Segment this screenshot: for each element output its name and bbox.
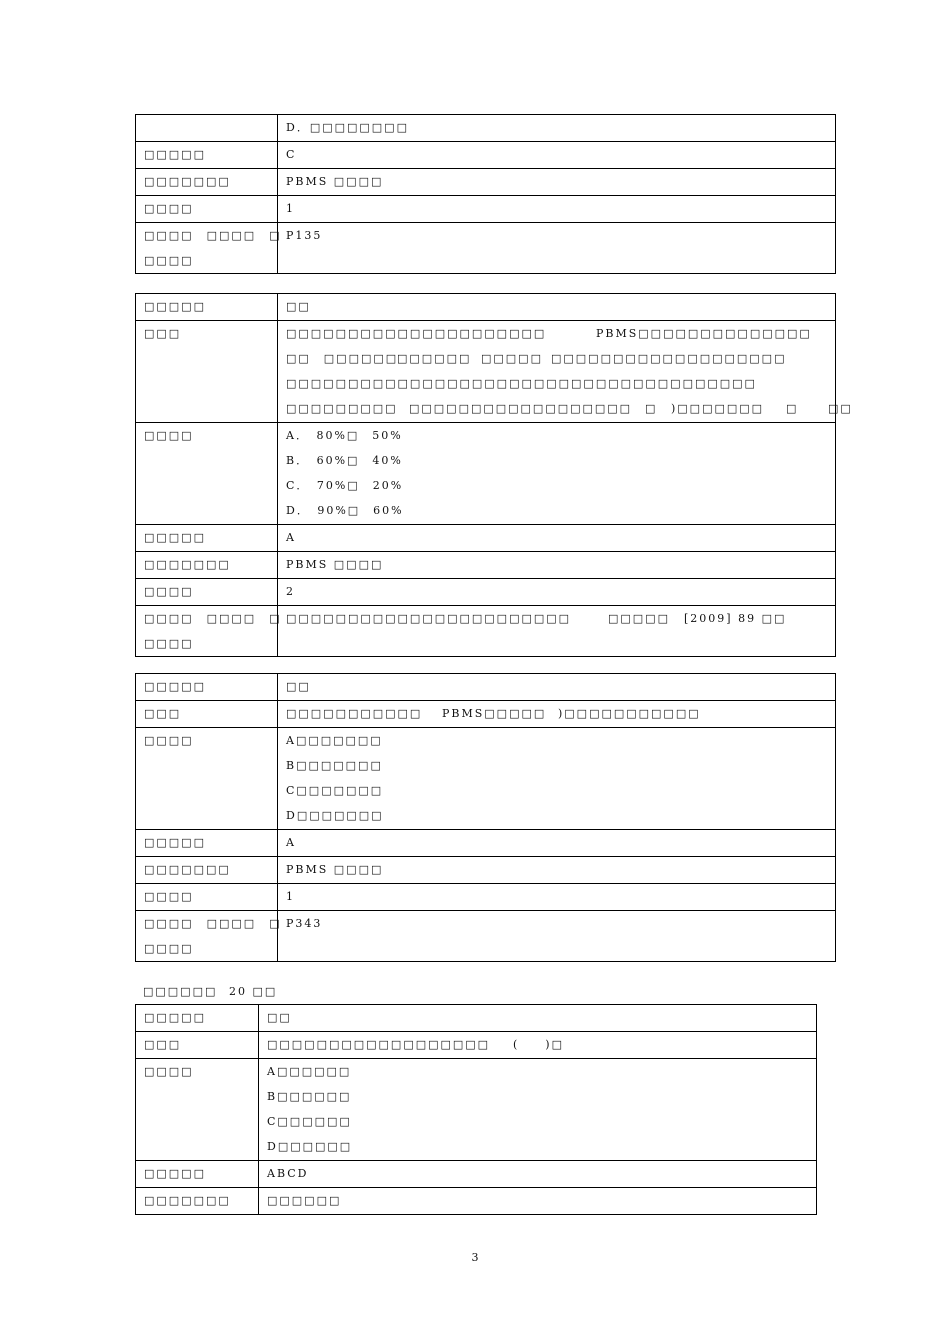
table-row <box>136 223 836 274</box>
option-c: C． 70%□ 20% <box>286 479 404 492</box>
table-row <box>136 674 836 701</box>
reference-value: P135 <box>278 223 836 274</box>
question-table-1 <box>135 114 836 274</box>
answer-value: A <box>278 830 836 857</box>
stem-label: □□□ <box>136 1032 259 1059</box>
option-a: A． 80%□ 50% <box>286 429 403 442</box>
source-value: PBMS □□□□ <box>278 857 836 884</box>
answer-label: □□□□□ <box>136 830 278 857</box>
question-table-2 <box>135 293 853 657</box>
table-row <box>136 115 836 142</box>
option-d-continued: D．□□□□□□□□ <box>278 115 836 142</box>
table-row <box>136 1188 817 1215</box>
source-label: □□□□□□□ <box>136 169 278 196</box>
type-value: □□ <box>278 294 836 321</box>
section-count: 20 □□ <box>229 985 278 998</box>
table-row <box>136 552 836 579</box>
table-row <box>136 1059 817 1161</box>
source-value: PBMS □□□□ <box>278 169 836 196</box>
option-b: B□□□□□□□ <box>286 759 383 772</box>
table-row <box>136 911 836 962</box>
stem-text: □□□□□□□□□□□ PBMS□□□□□ )□□□□□□□□□□□ <box>278 701 836 728</box>
source-value: □□□□□□ <box>259 1188 817 1215</box>
answer-value: A <box>278 525 836 552</box>
table-row <box>136 728 836 830</box>
options-list <box>259 1059 817 1161</box>
type-label: □□□□□ <box>136 294 278 321</box>
question-table-3 <box>135 673 836 962</box>
option-a: A□□□□□□ <box>267 1065 352 1078</box>
difficulty-label: □□□□ <box>136 884 278 911</box>
reference-value: P343 <box>278 911 836 962</box>
stem-label: □□□ <box>136 321 278 423</box>
options-list <box>278 728 836 830</box>
table-row <box>136 294 836 321</box>
table-row <box>136 1005 817 1032</box>
table-row <box>136 196 836 223</box>
reference-value: □□□□□□□□□□□□□□□□□□□□□□□ □□□□□ [2009] 89 □□ <box>278 606 836 657</box>
difficulty-value: 2 <box>278 579 836 606</box>
page-number: 3 <box>471 1251 479 1264</box>
table-row <box>136 701 836 728</box>
reference-label: □□□□ □□□□ □ □□□□ <box>136 606 278 657</box>
option-c: C□□□□□□ <box>267 1115 352 1128</box>
source-label: □□□□□□□ <box>136 857 278 884</box>
difficulty-value: 1 <box>278 884 836 911</box>
reference-label: □□□□ □□□□ □ □□□□ <box>136 911 278 962</box>
table-row <box>136 830 836 857</box>
type-label: □□□□□ <box>136 1005 259 1032</box>
table-row <box>136 884 836 911</box>
table-row <box>136 169 836 196</box>
type-value: □□ <box>278 674 836 701</box>
option-c: C□□□□□□□ <box>286 784 384 797</box>
table-row <box>136 423 836 525</box>
answer-label: □□□□□ <box>136 1161 259 1188</box>
difficulty-label: □□□□ <box>136 196 278 223</box>
table-row <box>136 857 836 884</box>
source-value: PBMS □□□□ <box>278 552 836 579</box>
question-table-4 <box>135 1004 817 1215</box>
options-list <box>278 423 836 525</box>
type-label: □□□□□ <box>136 674 278 701</box>
table-row <box>136 525 836 552</box>
answer-value: C <box>278 142 836 169</box>
answer-label: □□□□□ <box>136 142 278 169</box>
option-d: D． 90%□ 60% <box>286 504 404 517</box>
options-label: □□□□ <box>136 728 278 830</box>
options-label: □□□□ <box>136 1059 259 1161</box>
table-row <box>136 1161 817 1188</box>
answer-value: ABCD <box>259 1161 817 1188</box>
option-a: A□□□□□□□ <box>286 734 383 747</box>
stem-text: □□□□□□□□□□□□□□□□□□ ( )□ <box>259 1032 817 1059</box>
source-label: □□□□□□□ <box>136 552 278 579</box>
reference-label: □□□□ □□□□ □ □□□□ <box>136 223 278 274</box>
table-row <box>136 606 836 657</box>
answer-label: □□□□□ <box>136 525 278 552</box>
difficulty-label: □□□□ <box>136 579 278 606</box>
table-row <box>136 142 836 169</box>
section-title: □□□□□□ 20 □□ <box>143 985 278 998</box>
table-row <box>136 579 836 606</box>
option-d: D□□□□□□□ <box>286 809 384 822</box>
table-row <box>136 321 836 423</box>
stem-label: □□□ <box>136 701 278 728</box>
type-value: □□ <box>259 1005 817 1032</box>
table-row <box>136 1032 817 1059</box>
options-label: □□□□ <box>136 423 278 525</box>
option-d: D□□□□□□ <box>267 1140 353 1153</box>
stem-text: □□□□□□□□□□□□□□□□□□□□□ PBMS□□□□□□□□□□□□□□ □□ □□□□□□□□□□□□ □□□□□ □□□□□□□□□□□□□□□□□□□ □□□□□□□□□□□□□□□□□□□□□□□□□□□□□□□□□□□□□□ □□□□□□□□□ □□□□□□□□□□□□□□□□□□ □ )□□□□□□□ □ □□ <box>278 321 836 423</box>
row-label <box>136 115 278 142</box>
source-label: □□□□□□□ <box>136 1188 259 1215</box>
option-b: B□□□□□□ <box>267 1090 352 1103</box>
difficulty-value: 1 <box>278 196 836 223</box>
option-b: B． 60%□ 40% <box>286 454 403 467</box>
